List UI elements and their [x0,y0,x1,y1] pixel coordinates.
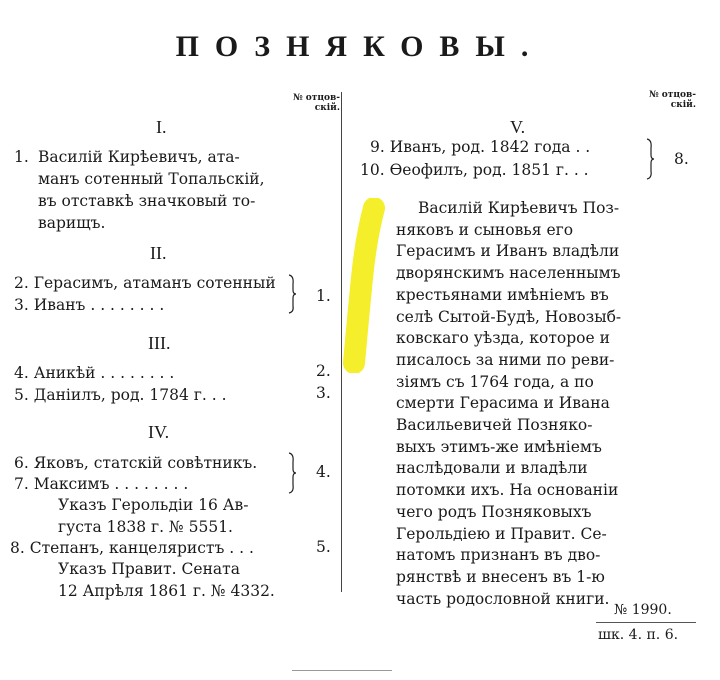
entry-number: 2. [14,274,29,292]
paragraph-line: Герольдіею и Правит. Се- [396,524,607,543]
father-number: 4. [316,463,331,481]
entry-row [360,159,589,181]
entry-row [370,136,590,158]
divider-rule [596,622,696,623]
entry-number: 4. [14,364,29,382]
ukaz-line: Указъ Герольдіи 16 Ав- [58,496,249,514]
entry-row [10,537,254,559]
entry-line: Василій Кирѣевичъ, ата- [38,148,240,166]
brace-icon [645,138,655,180]
father-number: 2. [316,362,331,380]
paragraph-line: потомки ихъ. На основаніи [396,481,619,500]
entry-number: 10. [360,161,385,179]
ukaz-note [58,494,248,538]
record-number: № 1990. [614,602,672,618]
father-column-note-right [638,90,696,110]
entry-text: Ѳеофилъ, род. 1851 г. . . [389,161,589,179]
shelf-mark: шк. 4. п. 6. [598,627,679,643]
entry-number: 7. [14,475,29,493]
generation-heading: V. [510,117,526,137]
entry-line: манъ сотенный Топальскій, [38,170,265,188]
page-title: ПОЗНЯКОВЫ. [175,30,545,63]
paragraph-line: смерти Герасима и Ивана [396,394,610,413]
column-note-text: № отцов- скій. [648,90,696,110]
father-number: 1. [316,287,331,305]
column-note-text: № отцов- скій. [292,93,340,113]
paragraph-line: няковъ и сыновья его [396,220,574,239]
entry-text [38,146,265,234]
paragraph-line: дворянскимъ населеннымъ [396,264,621,283]
entry-text: Яковъ, статскій совѣтникъ. [33,454,258,472]
ukaz-line: Указъ Правит. Сената [58,560,240,578]
ukaz-line: 12 Апрѣля 1861 г. № 4332. [58,582,275,600]
footer-rule [292,670,392,671]
father-number: 3. [316,384,331,402]
ukaz-line: густа 1838 г. № 5551. [58,518,233,536]
paragraph-line: Герасимъ и Иванъ владѣли [396,242,620,261]
entry-number: 1. [14,148,29,166]
entry-row [14,384,227,406]
brace-icon [287,274,297,314]
entry-line: въ отставкѣ значковый то- [38,192,256,210]
paragraph-line: селѣ Сытой-Будѣ, Новозыб- [396,307,622,326]
entry-number: 3. [14,296,29,314]
entry-text: Иванъ, род. 1842 года . . [389,138,591,156]
entry-text: Максимъ . . . . . . . . [33,475,189,493]
entry-row [14,362,174,384]
entry-text: Аникѣй . . . . . . . . [33,364,175,382]
paragraph-line: часть родословной книги. [396,589,610,608]
paragraph-line: писалось за ними по реви- [396,350,615,369]
entry-text: Герасимъ, атаманъ сотенный [33,274,276,292]
paragraph-line: выхъ этимъ-же имѣніемъ [396,437,602,456]
entry-number: 5. [14,386,29,404]
entry-text: Иванъ . . . . . . . . [33,296,165,314]
entry-text: Даніилъ, род. 1784 г. . . [33,386,227,404]
paragraph-line: крестьянами имѣніемъ въ [396,285,609,304]
paragraph-line: чего родъ Позняковыхъ [396,502,592,521]
entry-row [14,452,257,474]
father-number: 8. [674,150,689,168]
entry-row [14,272,276,294]
history-paragraph [396,198,676,610]
paragraph-line: рянствѣ и внесенъ въ 1-ю [396,567,605,586]
entry-number: 9. [370,138,385,156]
generation-heading: II. [150,243,167,263]
entry-row [14,473,188,495]
entry-text: Степанъ, канцеляристъ . . . [29,539,254,557]
brace-icon [287,452,297,494]
father-number: 5. [316,538,331,556]
entry-row [14,294,164,316]
paragraph-line: ковскаго уѣзда, которое и [396,329,610,348]
father-column-note-left [282,93,340,113]
paragraph-line: наслѣдовали и владѣли [396,459,588,478]
paragraph-line: зіямъ съ 1764 года, а по [396,372,594,391]
generation-heading: IV. [148,422,170,442]
ukaz-note [58,558,275,602]
entry-number: 8. [10,539,25,557]
paragraph-line: Василій Кирѣевичъ Поз- [418,199,620,217]
generation-heading: III. [148,333,171,353]
generation-heading: I. [156,117,167,137]
paragraph-line: натомъ признанъ въ дво- [396,546,601,565]
paragraph-line: Васильевичей Позняко- [396,416,593,435]
highlighter-mark [336,198,386,373]
entry-line: варищъ. [38,214,106,232]
entry-number: 6. [14,454,29,472]
